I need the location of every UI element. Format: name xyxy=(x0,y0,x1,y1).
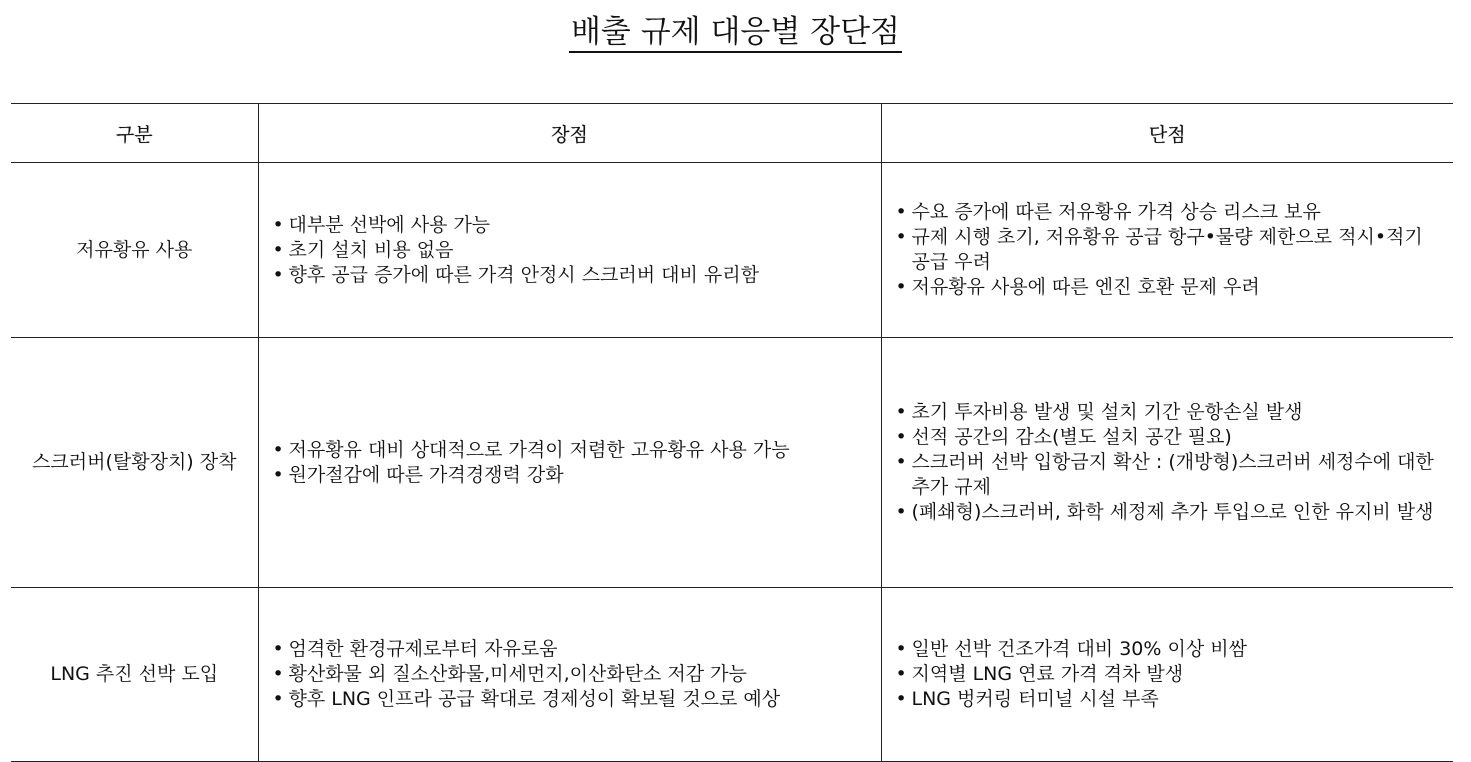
title-text: 배출 규제 대응별 장단점 xyxy=(569,14,902,53)
list-item: • 초기 투자비용 발생 및 설치 기간 운항손실 발생 xyxy=(896,400,1444,425)
list-item: • 황산화물 외 질소산화물,미세먼지,이산화탄소 저감 가능 xyxy=(273,662,871,687)
list-item: • 저유황유 대비 상대적으로 가격이 저렴한 고유황유 사용 가능 xyxy=(273,438,871,463)
list-item: • 원가절감에 따른 가격경쟁력 강화 xyxy=(273,463,871,488)
row-cons xyxy=(881,338,1453,588)
table-row xyxy=(11,338,1453,588)
row-pros xyxy=(258,588,881,762)
list-item: • 수요 증가에 따른 저유황유 가격 상승 리스크 보유 xyxy=(896,200,1444,225)
cons-list xyxy=(896,400,1444,525)
list-item: • 선적 공간의 감소(별도 설치 공간 필요) xyxy=(896,425,1444,450)
cons-list xyxy=(896,637,1444,712)
list-item: • 저유황유 사용에 따른 엔진 호환 문제 우려 xyxy=(896,275,1444,300)
pros-list xyxy=(273,637,871,712)
table-row xyxy=(11,588,1453,762)
header-cons: 단점 xyxy=(881,104,1453,163)
list-item: • 일반 선박 건조가격 대비 30% 이상 비쌈 xyxy=(896,637,1444,662)
pros-list xyxy=(273,213,871,288)
list-item: • 스크러버 선박 입항금지 확산 : (개방형)스크러버 세정수에 대한 추가 규제 xyxy=(896,450,1444,500)
list-item: • 대부분 선박에 사용 가능 xyxy=(273,213,871,238)
row-pros xyxy=(258,163,881,338)
list-item: • 향후 LNG 인프라 공급 확대로 경제성이 확보될 것으로 예상 xyxy=(273,687,871,712)
list-item: • (폐쇄형)스크러버, 화학 세정제 추가 투입으로 인한 유지비 발생 xyxy=(896,500,1444,525)
list-item: • 엄격한 환경규제로부터 자유로움 xyxy=(273,637,871,662)
row-pros xyxy=(258,338,881,588)
list-item: • 향후 공급 증가에 따른 가격 안정시 스크러버 대비 유리함 xyxy=(273,263,871,288)
page-title xyxy=(0,10,1471,54)
list-item: • 규제 시행 초기, 저유황유 공급 항구•물량 제한으로 적시•적기 공급 우려 xyxy=(896,225,1444,275)
cons-list xyxy=(896,200,1444,300)
list-item: • 초기 설치 비용 없음 xyxy=(273,238,871,263)
row-category: LNG 추진 선박 도입 xyxy=(11,588,258,762)
row-cons xyxy=(881,163,1453,338)
header-pros: 장점 xyxy=(258,104,881,163)
header-row xyxy=(11,104,1453,163)
row-category: 저유황유 사용 xyxy=(11,163,258,338)
list-item: • LNG 벙커링 터미널 시설 부족 xyxy=(896,687,1444,712)
list-item: • 지역별 LNG 연료 가격 격차 발생 xyxy=(896,662,1444,687)
header-category: 구분 xyxy=(11,104,258,163)
table-row xyxy=(11,163,1453,338)
row-category: 스크러버(탈황장치) 장착 xyxy=(11,338,258,588)
comparison-table xyxy=(11,103,1453,762)
pros-list xyxy=(273,438,871,488)
row-cons xyxy=(881,588,1453,762)
